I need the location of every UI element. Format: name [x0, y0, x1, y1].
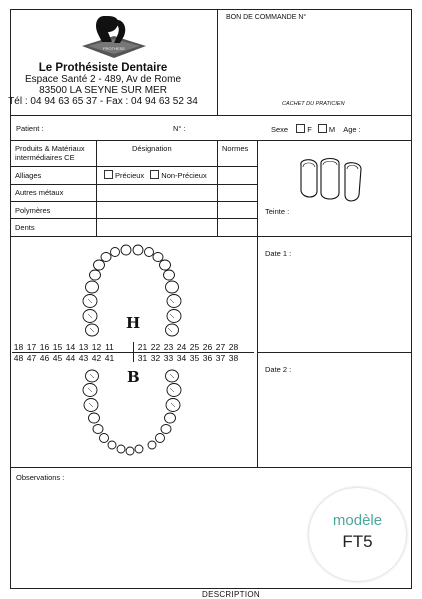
- company-address-line2: 83500 LA SEYNE SUR MER: [39, 85, 167, 96]
- tooth-41[interactable]: 41: [104, 353, 115, 363]
- divider: [10, 467, 412, 468]
- sex-field: [271, 124, 361, 134]
- tooth-44[interactable]: 44: [65, 353, 76, 363]
- tooth-21[interactable]: 21: [137, 342, 148, 352]
- lower-arch-label: B: [127, 368, 140, 386]
- tooth-31[interactable]: 31: [137, 353, 148, 363]
- tooth-38[interactable]: 38: [228, 353, 239, 363]
- divider: [96, 140, 97, 236]
- tooth-24[interactable]: 24: [176, 342, 187, 352]
- precious-label: Précieux: [115, 171, 145, 180]
- standards-header: Normes: [222, 144, 249, 153]
- polymers-row-label: Polymères: [15, 206, 51, 215]
- tooth-32[interactable]: 32: [150, 353, 161, 363]
- tooth-15[interactable]: 15: [52, 342, 63, 352]
- tooth-48[interactable]: 48: [13, 353, 24, 363]
- midline-vertical: [133, 342, 134, 362]
- shade-teeth-icon: [295, 157, 367, 205]
- alloys-row-label: Alliages: [15, 171, 42, 180]
- sex-m-label: M: [328, 125, 336, 134]
- designation-header: Désignation: [132, 144, 172, 153]
- tooth-23[interactable]: 23: [163, 342, 174, 352]
- tooth-35[interactable]: 35: [189, 353, 200, 363]
- lower-left-numbers: [136, 353, 240, 363]
- company-name: Le Prothésiste Dentaire: [38, 62, 168, 74]
- date1-label[interactable]: Date 1 :: [265, 249, 292, 258]
- divider: [10, 140, 412, 141]
- tooth-42[interactable]: 42: [91, 353, 102, 363]
- divider: [10, 218, 258, 219]
- tooth-11[interactable]: 11: [105, 342, 114, 352]
- tooth-34[interactable]: 34: [176, 353, 187, 363]
- tooth-25[interactable]: 25: [189, 342, 200, 352]
- divider: [10, 201, 258, 202]
- practitioner-stamp-label: CACHET DU PRATICIEN: [282, 101, 345, 107]
- date2-label[interactable]: Date 2 :: [265, 365, 292, 374]
- divider: [217, 140, 218, 236]
- tooth-16[interactable]: 16: [39, 342, 50, 352]
- non-precious-label: Non-Précieux: [161, 171, 207, 180]
- tooth-28[interactable]: 28: [228, 342, 239, 352]
- divider: [10, 236, 412, 237]
- model-badge-word: modèle: [332, 512, 383, 529]
- tooth-18[interactable]: 18: [13, 342, 24, 352]
- sex-f-label: F: [307, 125, 312, 134]
- divider: [10, 166, 258, 167]
- other-metals-row-label: Autres métaux: [15, 188, 64, 197]
- upper-left-numbers: [136, 342, 240, 352]
- shade-label[interactable]: Teinte :: [265, 207, 290, 216]
- tooth-33[interactable]: 33: [163, 353, 174, 363]
- teeth-row-label: Dents: [15, 223, 35, 232]
- tooth-36[interactable]: 36: [202, 353, 213, 363]
- upper-right-numbers: [12, 342, 116, 352]
- tooth-26[interactable]: 26: [202, 342, 213, 352]
- company-address-line1: Espace Santé 2 - 489, Av de Rome: [24, 74, 182, 85]
- tooth-12[interactable]: 12: [91, 342, 102, 352]
- company-logo: [78, 12, 150, 62]
- sex-label: Sexe: [271, 125, 289, 134]
- sex-f-checkbox[interactable]: [296, 124, 305, 133]
- tooth-47[interactable]: 47: [26, 353, 37, 363]
- divider: [10, 115, 412, 116]
- observations-label[interactable]: Observations :: [16, 473, 65, 482]
- header-divider: [217, 9, 218, 115]
- tooth-14[interactable]: 14: [65, 342, 76, 352]
- divider: [10, 184, 258, 185]
- company-phone-fax: Tél : 04 94 63 65 37 - Fax : 04 94 63 52 34: [8, 96, 198, 107]
- sex-m-checkbox[interactable]: [318, 124, 327, 133]
- divider: [257, 352, 412, 353]
- tooth-17[interactable]: 17: [26, 342, 37, 352]
- svg-text:PROTHESE: PROTHESE: [102, 46, 126, 51]
- tooth-27[interactable]: 27: [215, 342, 226, 352]
- tooth-45[interactable]: 45: [52, 353, 63, 363]
- patient-label[interactable]: Patient :: [16, 124, 44, 133]
- order-number-label: BON DE COMMANDE N°: [226, 14, 307, 21]
- tooth-46[interactable]: 46: [39, 353, 50, 363]
- non-precious-checkbox[interactable]: [150, 170, 159, 179]
- patient-number-label[interactable]: N° :: [173, 124, 186, 133]
- tooth-43[interactable]: 43: [78, 353, 89, 363]
- tooth-13[interactable]: 13: [78, 342, 89, 352]
- age-label[interactable]: Age :: [343, 125, 361, 134]
- footer-text: DESCRIPTION: [202, 590, 260, 599]
- tooth-37[interactable]: 37: [215, 353, 226, 363]
- tooth-22[interactable]: 22: [150, 342, 161, 352]
- divider: [257, 140, 258, 236]
- precious-checkbox[interactable]: [104, 170, 113, 179]
- alloy-type-options: [102, 170, 207, 180]
- lower-right-numbers: [12, 353, 116, 363]
- products-header: Produits & Matériaux intermédiaires CE: [15, 144, 85, 162]
- upper-arch-label: H: [126, 314, 141, 332]
- model-badge-code: FT5: [342, 532, 373, 551]
